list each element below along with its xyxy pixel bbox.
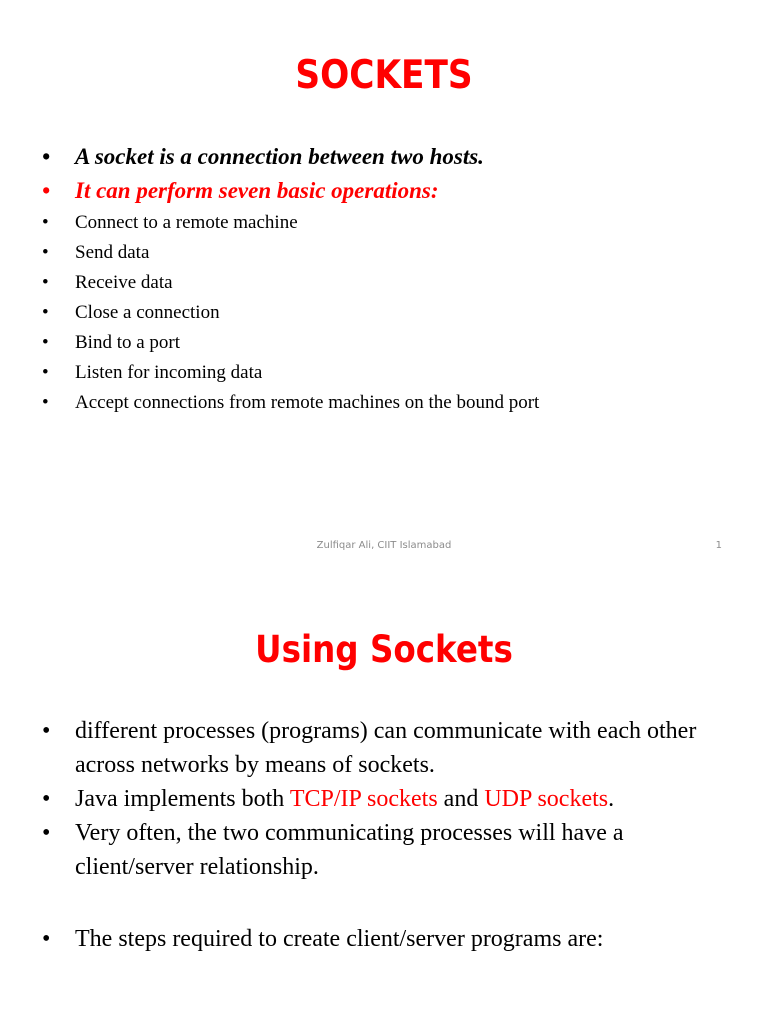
bullet-icon: •	[42, 718, 51, 744]
bullet-item	[0, 174, 768, 208]
bullet-list	[0, 714, 768, 956]
bullet-icon: •	[42, 302, 49, 323]
slide-using-sockets	[0, 576, 768, 1024]
slide-title: SOCKETS	[295, 53, 473, 98]
bullet-item	[0, 298, 768, 328]
bullet-item	[0, 358, 768, 388]
bullet-icon: •	[42, 926, 51, 952]
bullet-text: A socket is a connection between two hosts.	[75, 144, 484, 169]
bullet-item	[0, 208, 768, 238]
slide-footer: Zulfiqar Ali, CIIT Islamabad	[316, 540, 452, 551]
bullet-text: Listen for incoming data	[75, 362, 263, 383]
slide-title: Using Sockets	[255, 628, 513, 671]
bullet-item	[0, 268, 768, 298]
bullet-icon: •	[42, 144, 51, 169]
bullet-icon: •	[42, 392, 49, 413]
bullet-item	[0, 922, 768, 956]
bullet-text: It can perform seven basic operations:	[75, 178, 439, 203]
bullet-text: Connect to a remote machine	[75, 212, 298, 233]
bullet-icon: •	[42, 178, 51, 203]
bullet-icon: •	[42, 332, 49, 353]
bullet-item	[0, 328, 768, 358]
bullet-text-prefix: Java implements both	[75, 786, 290, 812]
tcp-ip-sockets-text: TCP/IP sockets	[289, 786, 438, 812]
bullet-text: Very often, the two communicating processes will have a client/server relationship.	[75, 820, 624, 880]
bullet-text: different processes (programs) can communicate with each other across networks by means of sockets.	[75, 718, 697, 778]
bullet-icon: •	[42, 272, 49, 293]
bullet-list	[0, 140, 768, 418]
bullet-text-and: and	[437, 786, 485, 812]
bullet-text: Receive data	[75, 272, 173, 293]
bullet-text: Close a connection	[75, 302, 220, 323]
bullet-item	[0, 140, 768, 174]
bullet-icon: •	[42, 786, 51, 812]
bullet-text-end: .	[608, 786, 615, 812]
udp-sockets-text: UDP sockets	[484, 786, 609, 812]
bullet-icon: •	[42, 820, 51, 846]
bullet-text: Send data	[75, 242, 150, 263]
bullet-icon: •	[42, 212, 49, 233]
bullet-icon: •	[42, 242, 49, 263]
bullet-item	[0, 388, 768, 418]
bullet-text: The steps required to create client/server programs are:	[75, 926, 604, 952]
bullet-text: Bind to a port	[75, 332, 181, 353]
bullet-item	[0, 816, 768, 884]
bullet-item	[0, 238, 768, 268]
bullet-text: Accept connections from remote machines on the bound port	[75, 392, 540, 413]
bullet-icon: •	[42, 362, 49, 383]
bullet-item	[0, 782, 768, 816]
bullet-item	[0, 714, 768, 782]
page-number: 1	[715, 540, 722, 551]
